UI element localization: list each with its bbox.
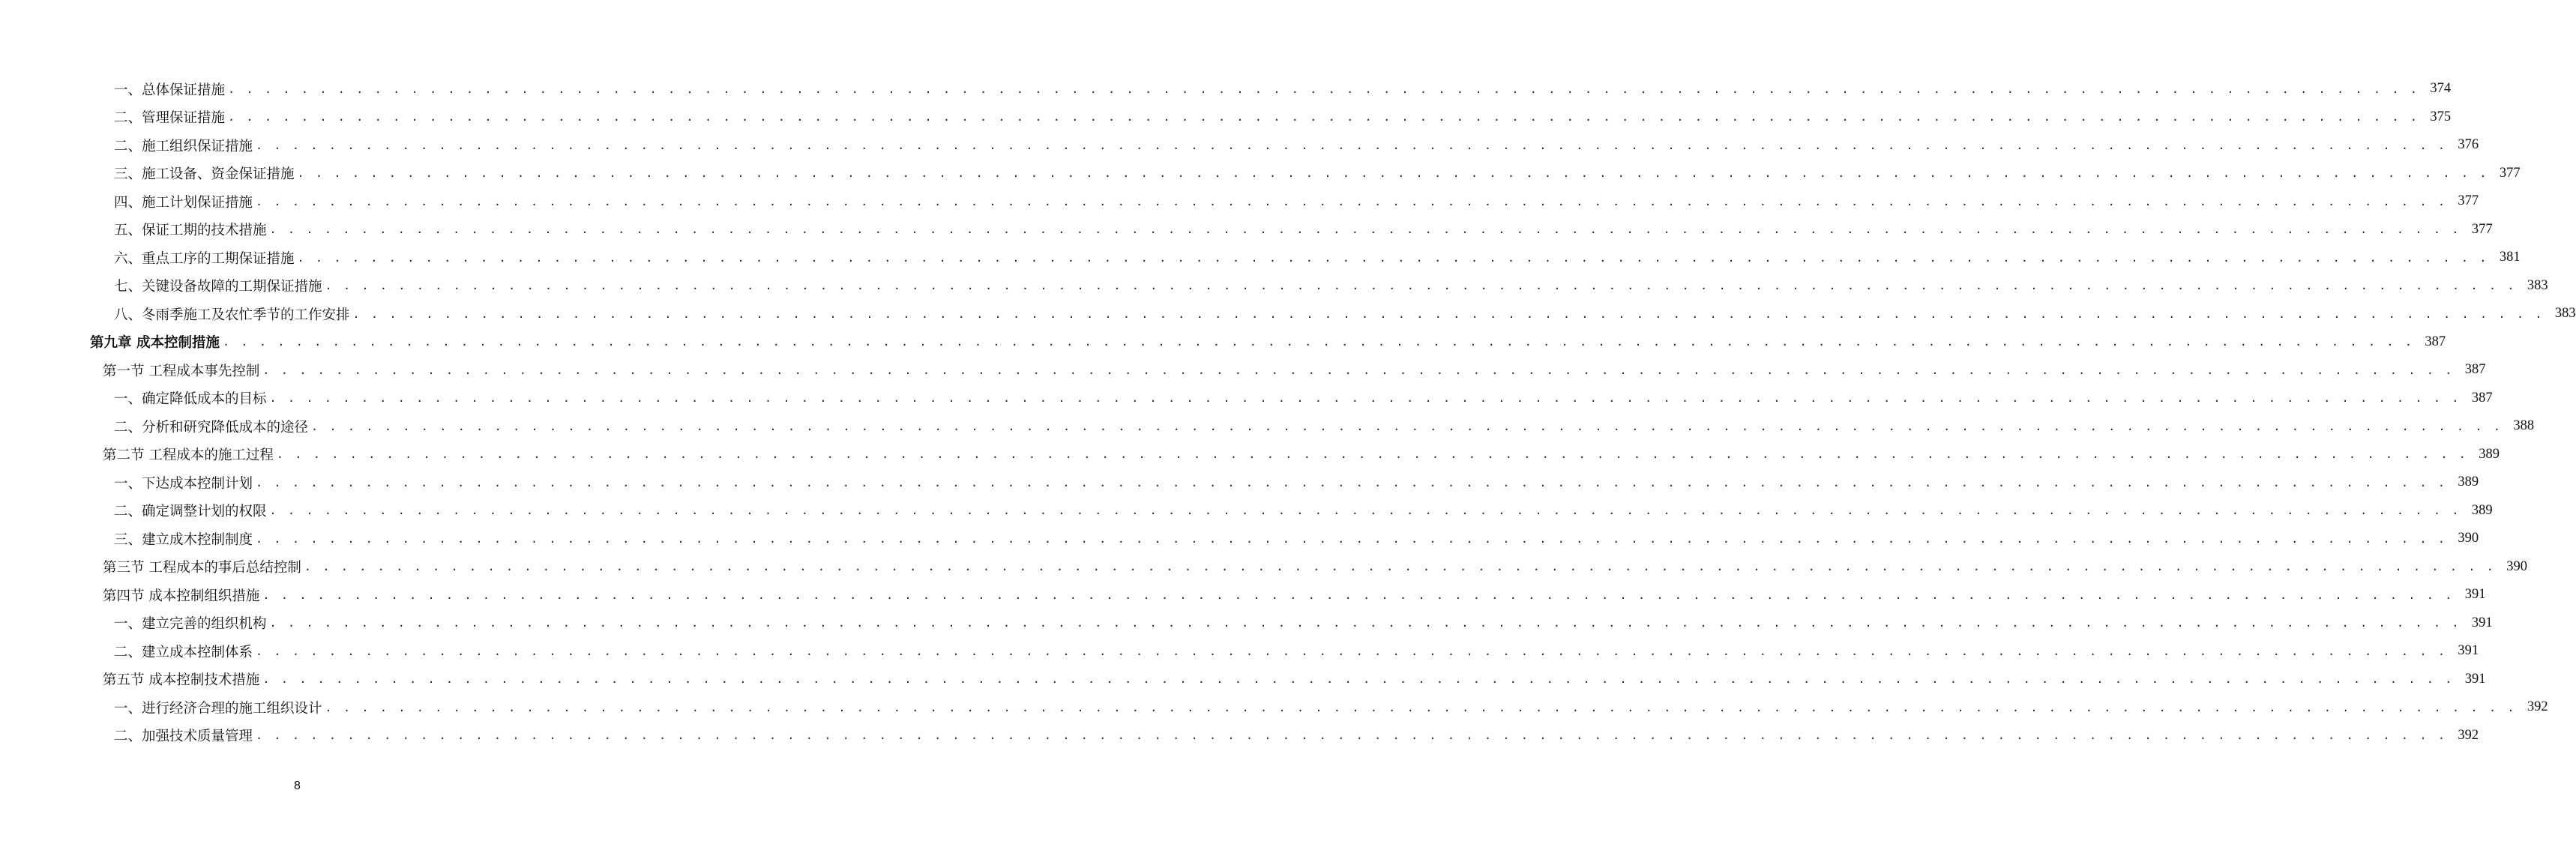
toc-entry-page: 392 — [2527, 699, 2548, 715]
toc-entry[interactable] — [0, 272, 2548, 301]
toc-dot-leader: . . . . . . . . . . . . . . . . . . . . . . . . . . . . . . . . . . . . . . . . . . . . . . . . . . . . . . . . . . . . . . . . . . . . . . . . . . . . . . . . . . . . . . . . . . . . . . . . . . . . . . . . . . . . . . . . . . . . . . . . — [269, 616, 2461, 630]
toc-entry-label: 一、建立完善的组织机构 — [114, 613, 270, 633]
toc-dot-leader: . . . . . . . . . . . . . . . . . . . . . . . . . . . . . . . . . . . . . . . . . . . . . . . . . . . . . . . . . . . . . . . . . . . . . . . . . . . . . . . . . . . . . . . . . . . . . . . . . . . . . . . . . . . . . . . . . . . . . . . . — [262, 672, 2455, 687]
toc-dot-leader: . . . . . . . . . . . . . . . . . . . . . . . . . . . . . . . . . . . . . . . . . . . . . . . . . . . . . . . . . . . . . . . . . . . . . . . . . . . . . . . . . . . . . . . . . . . . . . . . . . . . . . . . . . . . . . . . . . . . . . . . — [262, 588, 2455, 602]
toc-entry-page: 375 — [2430, 109, 2452, 124]
toc-entry-label: 三、施工设备、资金保证措施 — [114, 163, 298, 183]
toc-entry-label: 二、分析和研究降低成本的途径 — [114, 417, 311, 436]
toc-dot-leader: . . . . . . . . . . . . . . . . . . . . . . . . . . . . . . . . . . . . . . . . . . . . . . . . . . . . . . . . . . . . . . . . . . . . . . . . . . . . . . . . . . . . . . . . . . . . . . . . . . . . . . . . . . . . . . . . . . . . . . . . — [262, 363, 2455, 377]
toc-entry-label: 六、重点工序的工期保证措施 — [114, 248, 298, 268]
toc-entry-page: 377 — [2458, 193, 2479, 209]
toc-dot-leader: . . . . . . . . . . . . . . . . . . . . . . . . . . . . . . . . . . . . . . . . . . . . . . . . . . . . . . . . . . . . . . . . . . . . . . . . . . . . . . . . . . . . . . . . . . . . . . . . . . . . . . . . . . . . . . . . . . . . . . . . — [325, 700, 2517, 714]
toc-entry[interactable] — [0, 666, 2486, 694]
toc-entry-label: 第三节 工程成本的事后总结控制 — [103, 557, 304, 576]
toc-entry-page: 374 — [2430, 81, 2452, 97]
toc-entry[interactable] — [0, 75, 2452, 103]
toc-entry[interactable] — [0, 216, 2493, 244]
toc-entry[interactable] — [0, 385, 2493, 413]
toc-entry[interactable] — [0, 244, 2521, 272]
toc-entry-label: 第一节 工程成本事先控制 — [103, 361, 262, 380]
toc-dot-leader: . . . . . . . . . . . . . . . . . . . . . . . . . . . . . . . . . . . . . . . . . . . . . . . . . . . . . . . . . . . . . . . . . . . . . . . . . . . . . . . . . . . . . . . . . . . . . . . . . . . . . . . . . . . . . . . . . . . . . . . . — [269, 391, 2461, 406]
toc-entry-label: 三、建立成木控制制度 — [114, 529, 256, 549]
toc-entry[interactable] — [0, 693, 2548, 722]
toc-entry[interactable] — [0, 581, 2486, 609]
toc-entry-page: 387 — [2425, 334, 2446, 349]
toc-entry[interactable] — [0, 637, 2479, 666]
toc-entry-page: 392 — [2458, 727, 2479, 743]
toc-entry-label: 五、保证工期的技术措施 — [114, 220, 270, 239]
toc-entry-page: 389 — [2479, 446, 2500, 462]
toc-entry[interactable] — [0, 468, 2479, 497]
toc-dot-leader: . . . . . . . . . . . . . . . . . . . . . . . . . . . . . . . . . . . . . . . . . . . . . . . . . . . . . . . . . . . . . . . . . . . . . . . . . . . . . . . . . . . . . . . . . . . . . . . . . . . . . . . . . . . . . . . . . . . . . . . . — [325, 279, 2517, 293]
toc-entry-label: 一、下达成本控制计划 — [114, 473, 256, 492]
toc-dot-leader: . . . . . . . . . . . . . . . . . . . . . . . . . . . . . . . . . . . . . . . . . . . . . . . . . . . . . . . . . . . . . . . . . . . . . . . . . . . . . . . . . . . . . . . . . . . . . . . . . . . . . . . . . . . . . . . . . . . . . . . . — [256, 729, 2448, 743]
toc-entry[interactable] — [0, 103, 2452, 132]
toc-entry-label: 四、施工计划保证措施 — [114, 192, 256, 211]
toc-dot-leader: . . . . . . . . . . . . . . . . . . . . . . . . . . . . . . . . . . . . . . . . . . . . . . . . . . . . . . . . . . . . . . . . . . . . . . . . . . . . . . . . . . . . . . . . . . . . . . . . . . . . . . . . . . . . . . . . . . . . . . . . — [228, 110, 2420, 124]
toc-dot-leader: . . . . . . . . . . . . . . . . . . . . . . . . . . . . . . . . . . . . . . . . . . . . . . . . . . . . . . . . . . . . . . . . . . . . . . . . . . . . . . . . . . . . . . . . . . . . . . . . . . . . . . . . . . . . . . . . . . . . . . . . — [352, 307, 2545, 321]
toc-entry-label: 一、进行经济合理的施工组织设计 — [114, 698, 325, 717]
toc-entry-label: 第四节 成本控制组织措施 — [103, 585, 262, 605]
toc-entry[interactable] — [0, 412, 2535, 441]
toc-entry-label: 第二节 工程成本的施工过程 — [103, 444, 277, 464]
toc-entry-label: 二、管理保证措施 — [114, 107, 228, 127]
toc-dot-leader: . . . . . . . . . . . . . . . . . . . . . . . . . . . . . . . . . . . . . . . . . . . . . . . . . . . . . . . . . . . . . . . . . . . . . . . . . . . . . . . . . . . . . . . . . . . . . . . . . . . . . . . . . . . . . . . . . . . . . . . . — [256, 644, 2448, 658]
table-of-contents — [0, 75, 2576, 750]
toc-entry-label: 二、加强技术质量管理 — [114, 726, 256, 745]
toc-entry-label: 第五节 成本控制技术措施 — [103, 669, 262, 689]
toc-dot-leader: . . . . . . . . . . . . . . . . . . . . . . . . . . . . . . . . . . . . . . . . . . . . . . . . . . . . . . . . . . . . . . . . . . . . . . . . . . . . . . . . . . . . . . . . . . . . . . . . . . . . . . . . . . . . . . . . . . . . . . . . — [269, 223, 2461, 237]
toc-dot-leader: . . . . . . . . . . . . . . . . . . . . . . . . . . . . . . . . . . . . . . . . . . . . . . . . . . . . . . . . . . . . . . . . . . . . . . . . . . . . . . . . . . . . . . . . . . . . . . . . . . . . . . . . . . . . . . . . . . . . . . . . — [304, 560, 2497, 574]
toc-entry[interactable] — [0, 525, 2479, 553]
page-number: 8 — [294, 780, 301, 792]
toc-dot-leader: . . . . . . . . . . . . . . . . . . . . . . . . . . . . . . . . . . . . . . . . . . . . . . . . . . . . . . . . . . . . . . . . . . . . . . . . . . . . . . . . . . . . . . . . . . . . . . . . . . . . . . . . . . . . . . . . . . . . . . . . — [222, 335, 2415, 349]
toc-entry-page: 376 — [2458, 137, 2479, 153]
toc-entry-page: 383 — [2527, 277, 2548, 293]
toc-dot-leader: . . . . . . . . . . . . . . . . . . . . . . . . . . . . . . . . . . . . . . . . . . . . . . . . . . . . . . . . . . . . . . . . . . . . . . . . . . . . . . . . . . . . . . . . . . . . . . . . . . . . . . . . . . . . . . . . . . . . . . . . — [228, 82, 2420, 96]
toc-dot-leader: . . . . . . . . . . . . . . . . . . . . . . . . . . . . . . . . . . . . . . . . . . . . . . . . . . . . . . . . . . . . . . . . . . . . . . . . . . . . . . . . . . . . . . . . . . . . . . . . . . . . . . . . . . . . . . . . . . . . . . . . — [269, 504, 2461, 518]
toc-dot-leader: . . . . . . . . . . . . . . . . . . . . . . . . . . . . . . . . . . . . . . . . . . . . . . . . . . . . . . . . . . . . . . . . . . . . . . . . . . . . . . . . . . . . . . . . . . . . . . . . . . . . . . . . . . . . . . . . . . . . . . . . — [276, 447, 2469, 462]
toc-dot-leader: . . . . . . . . . . . . . . . . . . . . . . . . . . . . . . . . . . . . . . . . . . . . . . . . . . . . . . . . . . . . . . . . . . . . . . . . . . . . . . . . . . . . . . . . . . . . . . . . . . . . . . . . . . . . . . . . . . . . . . . . — [256, 475, 2448, 489]
toc-dot-leader: . . . . . . . . . . . . . . . . . . . . . . . . . . . . . . . . . . . . . . . . . . . . . . . . . . . . . . . . . . . . . . . . . . . . . . . . . . . . . . . . . . . . . . . . . . . . . . . . . . . . . . . . . . . . . . . . . . . . . . . . — [256, 194, 2448, 208]
toc-entry-page: 389 — [2458, 474, 2479, 490]
toc-entry-label: 一、确定降低成本的目标 — [114, 388, 270, 408]
toc-dot-leader: . . . . . . . . . . . . . . . . . . . . . . . . . . . . . . . . . . . . . . . . . . . . . . . . . . . . . . . . . . . . . . . . . . . . . . . . . . . . . . . . . . . . . . . . . . . . . . . . . . . . . . . . . . . . . . . . . . . . . . . . — [297, 250, 2489, 265]
toc-dot-leader: . . . . . . . . . . . . . . . . . . . . . . . . . . . . . . . . . . . . . . . . . . . . . . . . . . . . . . . . . . . . . . . . . . . . . . . . . . . . . . . . . . . . . . . . . . . . . . . . . . . . . . . . . . . . . . . . . . . . . . . . — [256, 531, 2448, 546]
toc-dot-leader: . . . . . . . . . . . . . . . . . . . . . . . . . . . . . . . . . . . . . . . . . . . . . . . . . . . . . . . . . . . . . . . . . . . . . . . . . . . . . . . . . . . . . . . . . . . . . . . . . . . . . . . . . . . . . . . . . . . . . . . . — [256, 138, 2448, 152]
toc-entry[interactable] — [0, 160, 2521, 188]
toc-entry-page: 377 — [2471, 221, 2493, 237]
toc-entry-page: 390 — [2506, 558, 2528, 574]
toc-entry-page: 391 — [2464, 671, 2486, 687]
toc-entry-label: 一、总体保证措施 — [114, 79, 228, 99]
toc-entry-label: 二、建立成本控制体系 — [114, 642, 256, 661]
toc-dot-leader: . . . . . . . . . . . . . . . . . . . . . . . . . . . . . . . . . . . . . . . . . . . . . . . . . . . . . . . . . . . . . . . . . . . . . . . . . . . . . . . . . . . . . . . . . . . . . . . . . . . . . . . . . . . . . . . . . . . . . . . . — [297, 166, 2489, 181]
toc-entry[interactable] — [0, 441, 2500, 469]
toc-entry-page: 391 — [2464, 587, 2486, 603]
toc-entry-page: 390 — [2458, 531, 2479, 546]
toc-entry-label: 二、施工组织保证措施 — [114, 136, 256, 155]
toc-entry-label: 七、关键设备故障的工期保证措施 — [114, 276, 325, 295]
toc-entry[interactable] — [0, 328, 2446, 357]
toc-entry-page: 387 — [2471, 390, 2493, 406]
toc-entry-page: 391 — [2471, 615, 2493, 630]
toc-dot-leader: . . . . . . . . . . . . . . . . . . . . . . . . . . . . . . . . . . . . . . . . . . . . . . . . . . . . . . . . . . . . . . . . . . . . . . . . . . . . . . . . . . . . . . . . . . . . . . . . . . . . . . . . . . . . . . . . . . . . . . . . — [311, 419, 2503, 433]
toc-entry-page: 383 — [2554, 306, 2576, 322]
toc-entry[interactable] — [0, 497, 2493, 525]
toc-entry-page: 389 — [2471, 502, 2493, 518]
toc-entry[interactable] — [0, 131, 2479, 160]
toc-entry[interactable] — [0, 300, 2576, 328]
toc-entry-label: 二、确定调整计划的权限 — [114, 501, 270, 520]
toc-entry-page: 377 — [2499, 165, 2521, 181]
toc-entry[interactable] — [0, 553, 2528, 582]
toc-entry[interactable] — [0, 356, 2486, 385]
toc-entry-label: 八、冬雨季施工及农忙季节的工作安排 — [114, 304, 353, 324]
toc-entry-label: 第九章 成本控制措施 — [90, 332, 223, 352]
toc-entry[interactable] — [0, 722, 2479, 750]
toc-entry-page: 391 — [2458, 643, 2479, 659]
toc-entry-page: 381 — [2499, 250, 2521, 265]
toc-entry[interactable] — [0, 609, 2493, 638]
toc-entry-page: 388 — [2513, 418, 2535, 434]
toc-entry[interactable] — [0, 187, 2479, 216]
toc-entry-page: 387 — [2464, 362, 2486, 378]
